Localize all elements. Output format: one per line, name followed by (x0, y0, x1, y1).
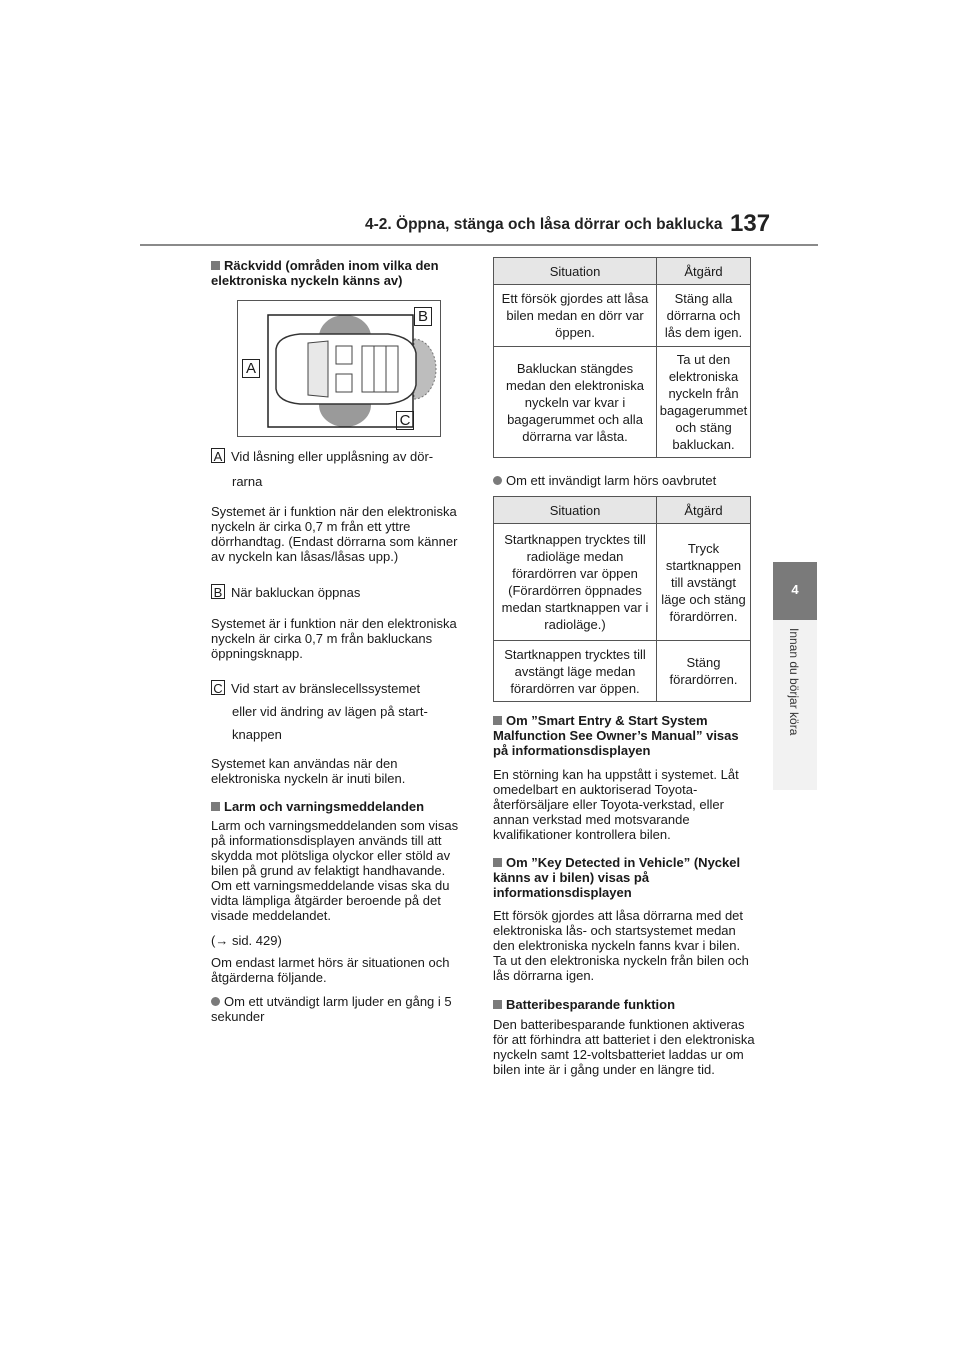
item-a-cont: rarna (232, 474, 263, 489)
square-bullet-icon (211, 802, 220, 811)
item-c-cont2: knappen (232, 727, 282, 742)
heading-range: Räckvidd (områden inom vilka den elektroniska nyckeln känns av) (211, 258, 439, 288)
alarm-desc2: Om endast larmet hörs är situationen och åtgärderna följande. (211, 955, 450, 985)
table2-header-action: Åtgärd (657, 497, 751, 524)
square-bullet-icon (493, 716, 502, 725)
chapter-label-wrap (775, 628, 815, 778)
table1-header-action: Åtgärd (657, 258, 751, 285)
table-cell: Startknappen trycktes till avstängt läge medan förardörren var öppen. (494, 641, 657, 702)
table-cell: Stäng förardörren. (657, 641, 751, 702)
square-bullet-icon (493, 858, 502, 867)
rear-seat (362, 346, 398, 392)
table-row (494, 524, 751, 641)
heading-alarm: Larm och varningsmeddelanden (211, 799, 471, 814)
figure-label-c: C (396, 411, 414, 430)
battery-desc: Den batteribesparande funktionen aktiveras för att förhindra att batteriet i den elektroniska nyckeln samt 12-voltsbatteriet laddas ur om bilen inte är i gång under en längre tid. (493, 1017, 755, 1077)
figure-label-b: B (414, 307, 432, 326)
heading-battery: Batteribesparande funktion (493, 997, 753, 1012)
label-a: A (211, 448, 225, 463)
table-cell: Tryck startknappen till avstängt läge och stäng förardörren. (657, 524, 751, 641)
bullet-outside: Om ett utvändigt larm ljuder en gång i 5 sekunder (211, 994, 452, 1024)
alarm-ref: (→ sid. 429) (211, 933, 282, 948)
table-row (494, 641, 751, 702)
item-c: C Vid start av bränslecellssystemet (211, 680, 471, 696)
label-c: C (211, 680, 225, 695)
item-a: A Vid låsning eller upplåsning av dör- (211, 448, 471, 464)
chapter-number: 4 (791, 582, 799, 597)
table-row (494, 285, 751, 347)
table-inside-alarm (493, 496, 751, 702)
item-c-desc: Systemet kan användas när den elektroniska nyckeln är inuti bilen. (211, 756, 406, 786)
front-seat-left (336, 346, 352, 364)
key-desc: Ett försök gjordes att låsa dörrarna med det elektroniska lås- och startsystemet medan den elektroniska nyckeln fanns kvar i bilen. Ta ut den elektroniska nyckeln från bilen och lås dörrarna igen. (493, 908, 749, 983)
item-b-desc: Systemet är i funktion när den elektroniska nyckeln är cirka 0,7 m från bakluckans öppningsknapp. (211, 616, 457, 661)
table-cell: Ett försök gjordes att låsa bilen medan en dörr var öppen. (494, 285, 657, 347)
table-cell: Stäng alla dörrarna och lås dem igen. (657, 285, 751, 347)
label-b: B (211, 584, 225, 599)
table-cell: Bakluckan stängdes medan den elektroniska nyckeln var kvar i bagagerummet och alla dörrarna var låsta. (494, 347, 657, 458)
page-number: 137 (730, 210, 771, 237)
table-cell: Startknappen trycktes till radioläge medan förardörren var öppen (Förardörren öppnades medan startknappen var i radioläge.) (494, 524, 657, 641)
bullet-inside: Om ett invändigt larm hörs oavbrutet (493, 473, 753, 488)
round-bullet-icon (211, 997, 220, 1006)
item-c-cont: eller vid ändring av lägen på start- (232, 704, 428, 719)
range-zone-hatch (414, 339, 436, 399)
square-bullet-icon (211, 261, 220, 270)
malfunction-desc: En störning kan ha uppstått i systemet. Låt omedelbart en auktoriserad Toyota-återförsäljare eller Toyota-verkstad, eller annan verkstad med motsvarande kvalifikationer kontrollera bilen. (493, 767, 739, 842)
alarm-desc: Larm och varningsmeddelanden som visas på informationsdisplayen används till att skydda mot plötsliga olyckor eller stöld av bilen på grund av felaktigt handhavande. Om ett varningsmeddelande visas ska du vidta lämpliga åtgärder beroende på det visade meddelandet. (211, 818, 459, 923)
heading-key-detected: Om ”Key Detected in Vehicle” (Nyckel känns av i bilen) visas på informationsdisplayen (493, 855, 741, 900)
figure-label-a: A (242, 359, 260, 378)
heading-malfunction: Om ”Smart Entry & Start System Malfunction See Owner’s Manual” visas på informationsdisplayen (493, 713, 739, 758)
square-bullet-icon (493, 1000, 502, 1009)
windshield (308, 341, 328, 397)
item-a-desc: Systemet är i funktion när den elektroniska nyckeln är cirka 0,7 m från ett yttre dörrhandtag. (Endast dörrarna som känner av nyckeln kan låsas/låsas upp.) (211, 504, 458, 564)
item-b: B När bakluckan öppnas (211, 584, 471, 600)
round-bullet-icon (493, 476, 502, 485)
section-title: 4-2. Öppna, stänga och låsa dörrar och baklucka (365, 216, 723, 233)
table2-header-situation: Situation (494, 497, 657, 524)
chapter-label: Innan du börjar köra (787, 628, 801, 736)
header-divider (140, 244, 818, 246)
table1-header-situation: Situation (494, 258, 657, 285)
table-row (494, 347, 751, 458)
front-seat-right (336, 374, 352, 392)
range-figure (237, 300, 441, 437)
table-cell: Ta ut den elektroniska nyckeln från bagagerummet och stäng bakluckan. (657, 347, 751, 458)
table-outside-alarm (493, 257, 751, 458)
